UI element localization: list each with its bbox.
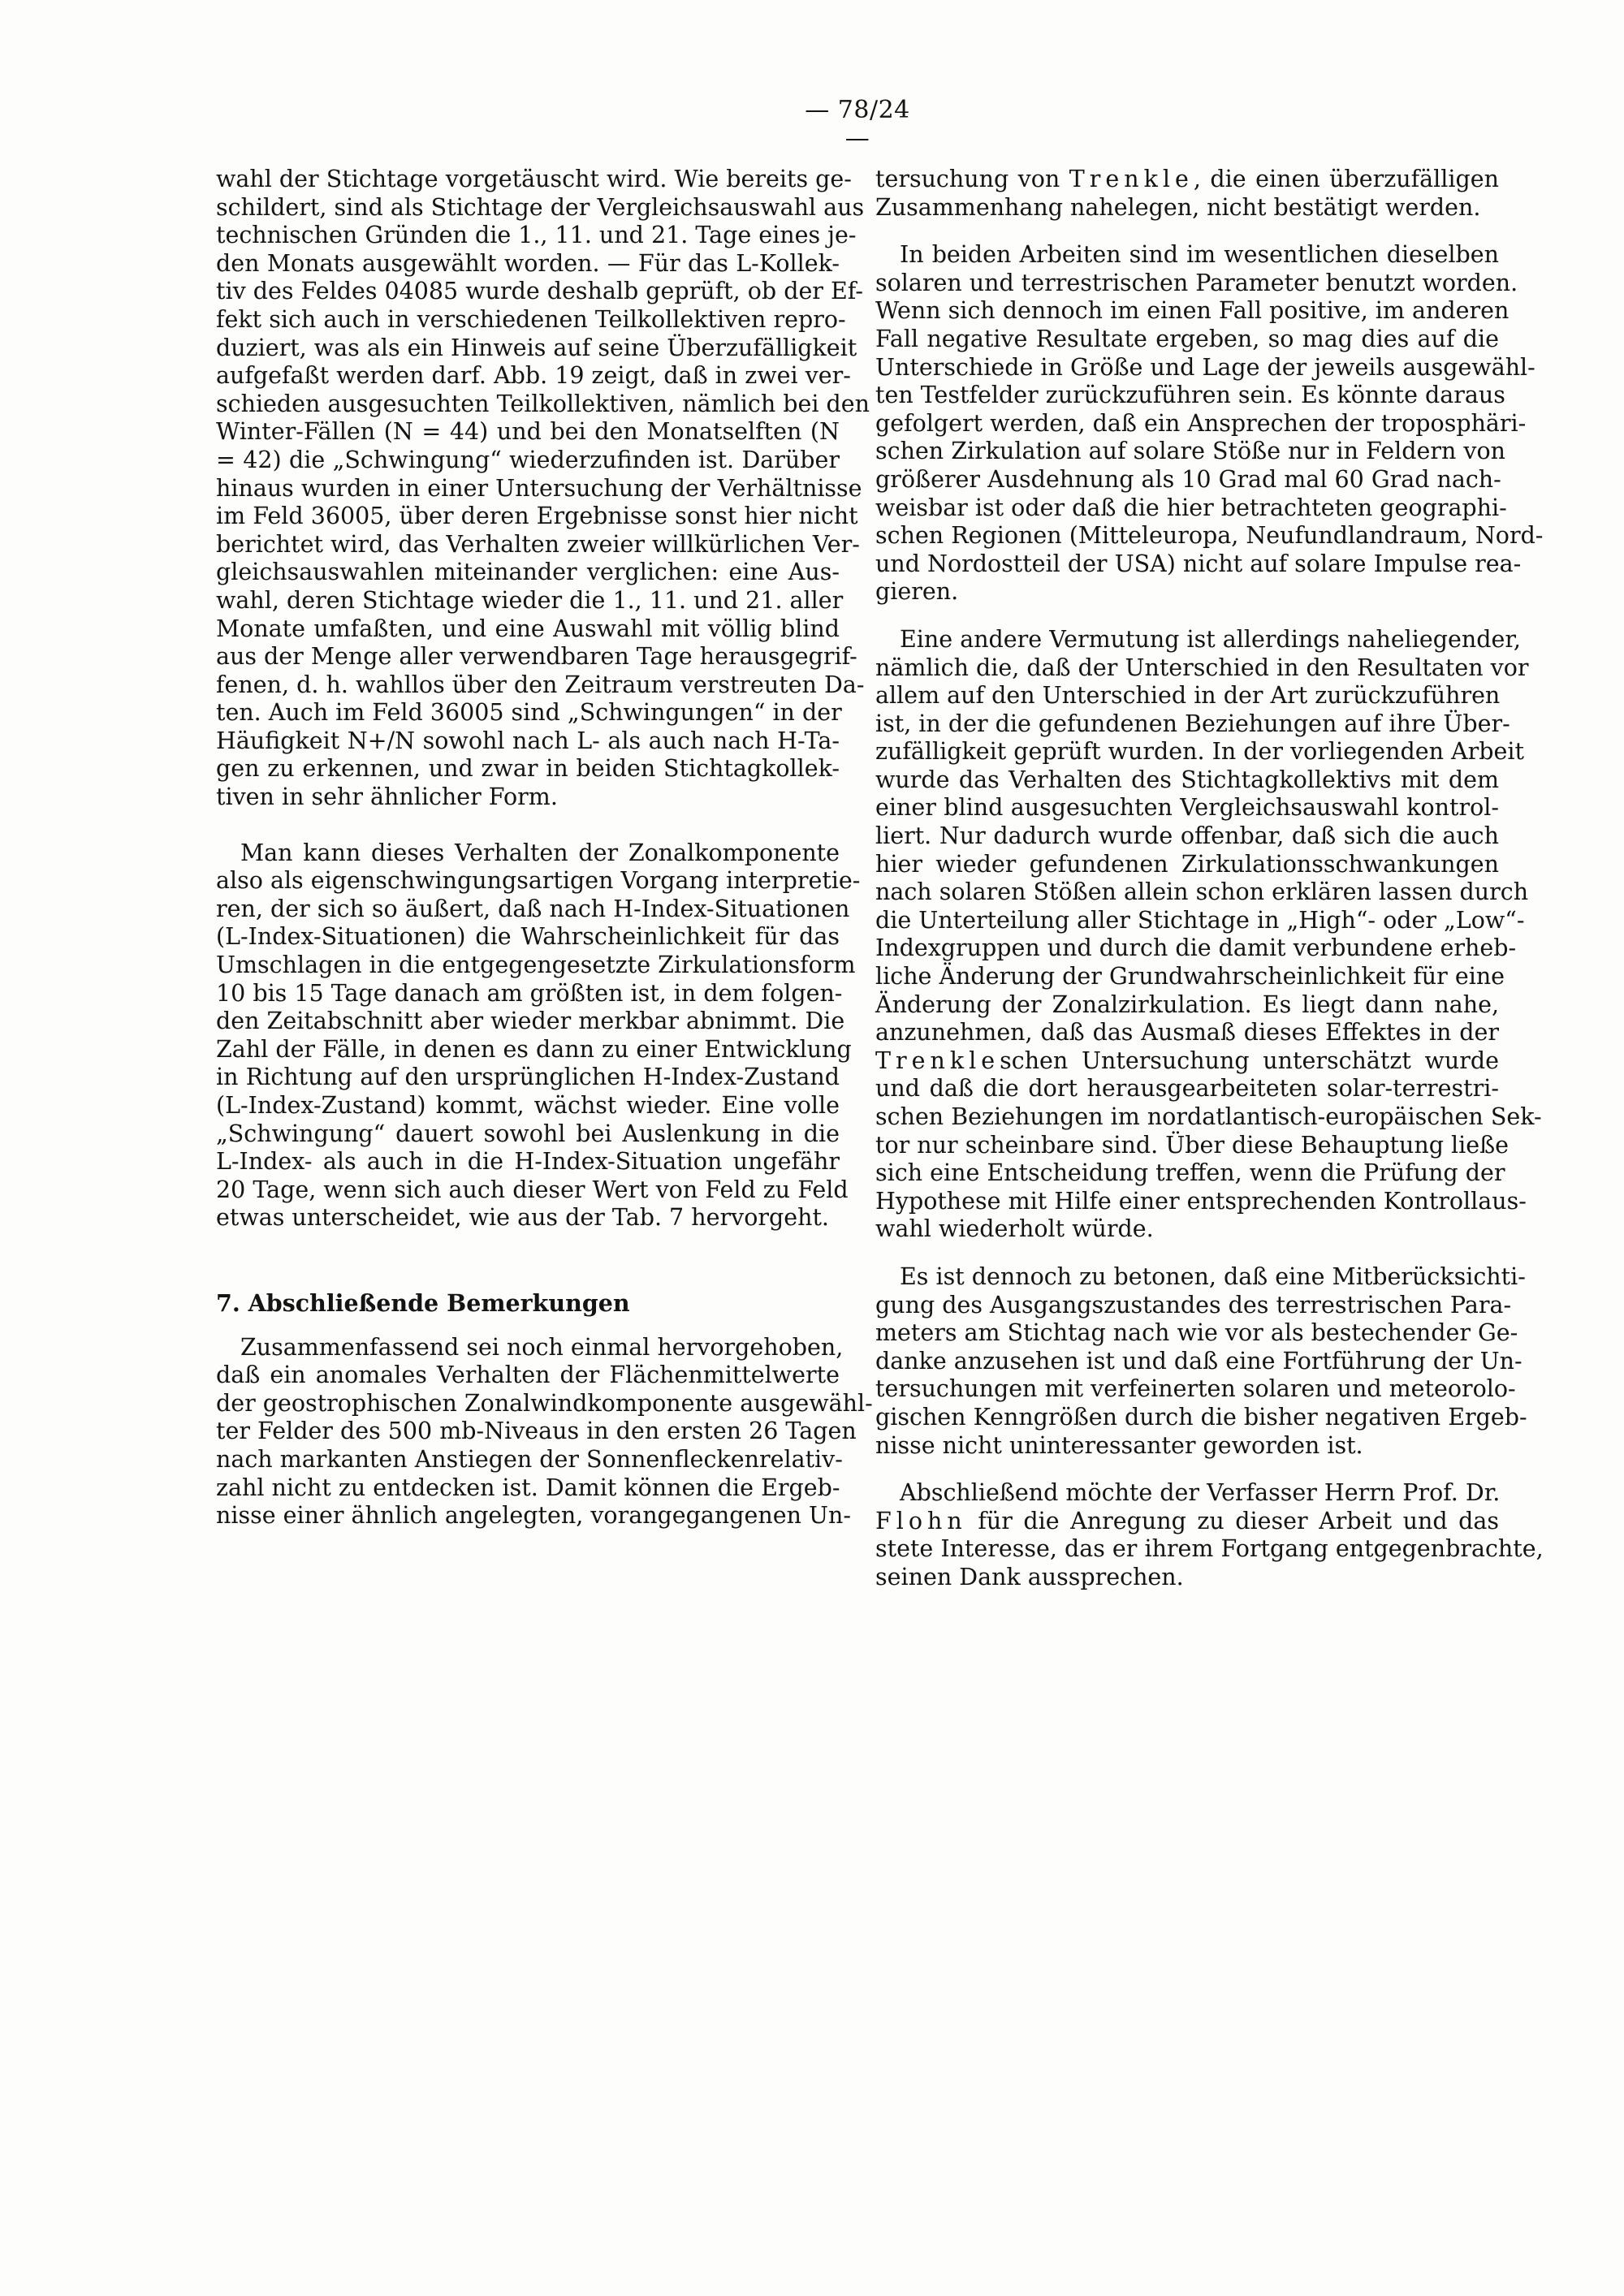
text-line: gischen Kenngrößen durch die bisher negativen Ergeb- <box>875 1403 1527 1431</box>
text-line: Zahl der Fälle, in denen es dann zu einer Entwicklung <box>216 1035 852 1063</box>
text-line <box>875 1047 1499 1076</box>
text-line: Änderung der Zonalzirkulation. Es liegt dann nahe, <box>875 990 1499 1018</box>
author-name: Flohn <box>875 1507 967 1534</box>
text-line: und Nordostteil der USA) nicht auf solare Impulse rea- <box>875 550 1522 577</box>
left-paragraph-2 <box>216 839 861 1232</box>
text-line <box>875 166 1499 194</box>
left-paragraph-1 <box>216 166 870 812</box>
text-line: tor nur scheinbare sind. Über diese Behauptung ließe <box>875 1131 1510 1159</box>
text-line: gen zu erkennen, und zwar in beiden Stichtagkollek- <box>216 755 840 783</box>
text-line: duziert, was als ein Hinweis auf seine Überzufälligkeit <box>216 334 857 361</box>
author-name: Trenkle <box>1069 166 1194 192</box>
text-line: den Zeitabschnitt aber wieder merkbar abnimmt. Die <box>216 1008 845 1035</box>
text-line: größerer Ausdehnung als 10 Grad mal 60 Grad nach- <box>875 465 1501 493</box>
text-line: aufgefaßt werden darf. Abb. 19 zeigt, daß in zwei ver- <box>216 362 851 390</box>
text-line: Man kann dieses Verhalten der Zonalkomponente <box>240 839 840 866</box>
text-line: Hypothese mit Hilfe einer entsprechenden Kontrollaus- <box>875 1187 1527 1215</box>
text-line: aus der Menge aller verwendbaren Tage herausgegrif- <box>216 643 857 671</box>
text-line: wurde das Verhalten des Stichtagkollektivs mit dem <box>875 766 1499 793</box>
text-line: Zusammenfassend sei noch einmal hervorgehoben, <box>240 1333 844 1361</box>
text-line: Eine andere Vermutung ist allerdings naheliegender, <box>900 625 1521 653</box>
text-line: der geostrophischen Zonalwindkomponente ausgewähl- <box>216 1389 873 1417</box>
text-line: einer blind ausgesuchten Vergleichsauswahl kontrol- <box>875 794 1499 822</box>
text-line: liche Änderung der Grundwahrscheinlichkeit für eine <box>875 963 1505 990</box>
text-fragment: für die Anregung zu dieser Arbeit und das <box>966 1507 1499 1534</box>
text-line: gieren. <box>875 578 959 606</box>
text-line: tiven in sehr ähnlicher Form. <box>216 783 558 811</box>
text-line: wahl der Stichtage vorgetäuscht wird. Wie bereits ge- <box>216 166 852 192</box>
text-line: danke anzusehen ist und daß eine Fortführung der Un- <box>875 1347 1522 1375</box>
text-line: nach solaren Stößen allein schon erklären lassen durch <box>875 878 1529 906</box>
section-heading: 7. Abschließende Bemerkungen <box>216 1288 630 1317</box>
text-line: Umschlagen in die entgegengesetzte Zirkulationsform <box>216 952 856 979</box>
text-line: in Richtung auf den ursprünglichen H-Index-Zustand <box>216 1064 840 1091</box>
text-line: schen Beziehungen im nordatlantisch-europäischen Sek- <box>875 1103 1542 1130</box>
text-line: hinaus wurden in einer Untersuchung der Verhältnisse <box>216 474 862 502</box>
author-name: Trenkle <box>875 1047 1000 1074</box>
right-paragraph-4 <box>875 1262 1527 1460</box>
text-line: fenen, d. h. wahllos über den Zeitraum verstreuten Da- <box>216 671 865 698</box>
text-line: Wenn sich dennoch im einen Fall positive, im anderen <box>875 297 1510 325</box>
text-line: ist, in der die gefundenen Beziehungen auf ihre Über- <box>875 710 1510 737</box>
text-line: nisse nicht uninteressanter geworden ist. <box>875 1431 1363 1459</box>
text-line: etwas unterscheidet, wie aus der Tab. 7 hervorgeht. <box>216 1204 829 1232</box>
text-line: nach markanten Anstiegen der Sonnenfleckenrelativ- <box>216 1445 843 1473</box>
text-line: 20 Tage, wenn sich auch dieser Wert von Feld zu Feld <box>216 1176 849 1203</box>
text-line: berichtet wird, das Verhalten zweier willkürlichen Ver- <box>216 530 860 558</box>
right-paragraph-1 <box>875 166 1499 222</box>
text-line: (L-Index-Situationen) die Wahrscheinlichkeit für das <box>216 923 840 951</box>
text-line: gefolgert werden, daß ein Ansprechen der troposphäri- <box>875 409 1527 437</box>
text-line: weisbar ist oder daß die hier betrachteten geographi- <box>875 494 1507 521</box>
text-line: und daß die dort herausgearbeiteten solar-terrestri- <box>875 1075 1499 1103</box>
text-line: tersuchungen mit verfeinerten solaren und meteorolo- <box>875 1375 1516 1403</box>
text-line: allem auf den Unterschied in der Art zurückzuführen <box>875 682 1501 710</box>
text-line: Winter-Fällen (N = 44) und bei den Monatselften (N <box>216 418 840 446</box>
text-line: also als eigenschwingungsartigen Vorgang interpretie- <box>216 867 861 895</box>
text-line: Indexgruppen und durch die damit verbundene erheb- <box>875 934 1517 962</box>
text-line: gung des Ausgangszustandes des terrestrischen Para- <box>875 1291 1512 1318</box>
text-line: stete Interesse, das er ihrem Fortgang entgegenbrachte, <box>875 1535 1544 1563</box>
text-line: zufälligkeit geprüft wurden. In der vorliegenden Arbeit <box>875 738 1524 766</box>
right-paragraph-2 <box>875 241 1544 606</box>
text-line: = 42) die „Schwingung“ wiederzufinden ist. Darüber <box>216 446 840 473</box>
text-line: daß ein anomales Verhalten der Flächenmittelwerte <box>216 1362 840 1389</box>
text-line: schen Zirkulation auf solare Stöße nur in Feldern von <box>875 438 1506 465</box>
text-line: fekt sich auch in verschiedenen Teilkollektiven repro- <box>216 305 846 333</box>
text-line: gleichsauswahlen miteinander verglichen: eine Aus- <box>216 559 840 586</box>
text-line: tiv des Feldes 04085 wurde deshalb geprüft, ob der Ef- <box>216 278 863 305</box>
text-fragment: schen Untersuchung unterschätzt wurde <box>1000 1047 1499 1074</box>
text-line: Fall negative Resultate ergeben, so mag dies auf die <box>875 325 1499 352</box>
text-line: ten Testfelder zurückzuführen sein. Es könnte daraus <box>875 382 1505 409</box>
text-line: ren, der sich so äußert, daß nach H-Index-Situationen <box>216 895 850 922</box>
text-line: Monate umfaßten, und eine Auswahl mit völlig blind <box>216 615 840 642</box>
text-line: den Monats ausgewählt worden. — Für das L-Kollek- <box>216 249 840 277</box>
text-line: liert. Nur dadurch wurde offenbar, daß sich die auch <box>875 822 1499 850</box>
text-line: schieden ausgesuchten Teilkollektiven, nämlich bei den <box>216 390 870 417</box>
text-line: die Unterteilung aller Stichtage in „High“- oder „Low“- <box>875 906 1525 934</box>
page-number: — 78/24 — <box>805 96 910 153</box>
right-paragraph-5 <box>875 1479 1544 1591</box>
text-line: solaren und terrestrischen Parameter benutzt worden. <box>875 269 1518 296</box>
text-line: ter Felder des 500 mb-Niveaus in den ersten 26 Tagen <box>216 1418 857 1445</box>
text-line: seinen Dank aussprechen. <box>875 1563 1184 1590</box>
text-line: schen Regionen (Mitteleuropa, Neufundlandraum, Nord- <box>875 522 1544 550</box>
left-column <box>216 166 873 1530</box>
text-line: schildert, sind als Stichtage der Vergleichsauswahl aus <box>216 193 865 221</box>
left-paragraph-3 <box>216 1333 873 1530</box>
text-line: zahl nicht zu entdecken ist. Damit können die Ergeb- <box>216 1474 840 1501</box>
text-line: technischen Gründen die 1., 11. und 21. Tage eines je- <box>216 222 857 249</box>
text-line: wahl, deren Stichtage wieder die 1., 11. und 21. aller <box>216 586 844 614</box>
text-line: im Feld 36005, über deren Ergebnisse sonst hier nicht <box>216 503 858 530</box>
text-line: anzunehmen, daß das Ausmaß dieses Effektes in der <box>875 1019 1499 1047</box>
text-line: Es ist dennoch zu betonen, daß eine Mitberücksichti- <box>900 1262 1526 1290</box>
text-line: Häufigkeit N+/N sowohl nach L- als auch nach H-Ta- <box>216 727 840 754</box>
text-line: (L-Index-Zustand) kommt, wächst wieder. Eine volle <box>216 1092 840 1119</box>
text-line: L-Index- als auch in die H-Index-Situation ungefähr <box>216 1148 840 1176</box>
text-line: In beiden Arbeiten sind im wesentlichen dieselben <box>900 241 1499 269</box>
text-line: hier wieder gefundenen Zirkulationsschwankungen <box>875 850 1499 878</box>
text-line: 10 bis 15 Tage danach am größten ist, in dem folgen- <box>216 979 843 1007</box>
text-fragment: tersuchung von <box>875 166 1069 192</box>
text-line: meters am Stichtag nach wie vor als bestechender Ge- <box>875 1319 1518 1347</box>
right-paragraph-3 <box>875 625 1542 1244</box>
text-line: sich eine Entscheidung treffen, wenn die Prüfung der <box>875 1159 1505 1187</box>
text-line: Abschließend möchte der Verfasser Herrn Prof. Dr. <box>900 1479 1501 1507</box>
text-line: „Schwingung“ dauert sowohl bei Auslenkung in die <box>216 1120 840 1147</box>
text-line: Unterschiede in Größe und Lage der jeweils ausgewähl- <box>875 353 1535 381</box>
text-line: wahl wiederholt würde. <box>875 1215 1154 1243</box>
text-line <box>875 1508 1499 1536</box>
text-line: nisse einer ähnlich angelegten, vorangegangenen Un- <box>216 1502 851 1530</box>
text-line: nämlich die, daß der Unterschied in den Resultaten vor <box>875 654 1529 681</box>
text-fragment: , die einen überzufälligen <box>1193 166 1499 192</box>
text-line: ten. Auch im Feld 36005 sind „Schwingungen“ in der <box>216 699 842 727</box>
right-column <box>875 166 1544 1592</box>
text-line: Zusammenhang nahelegen, nicht bestätigt werden. <box>875 193 1481 221</box>
